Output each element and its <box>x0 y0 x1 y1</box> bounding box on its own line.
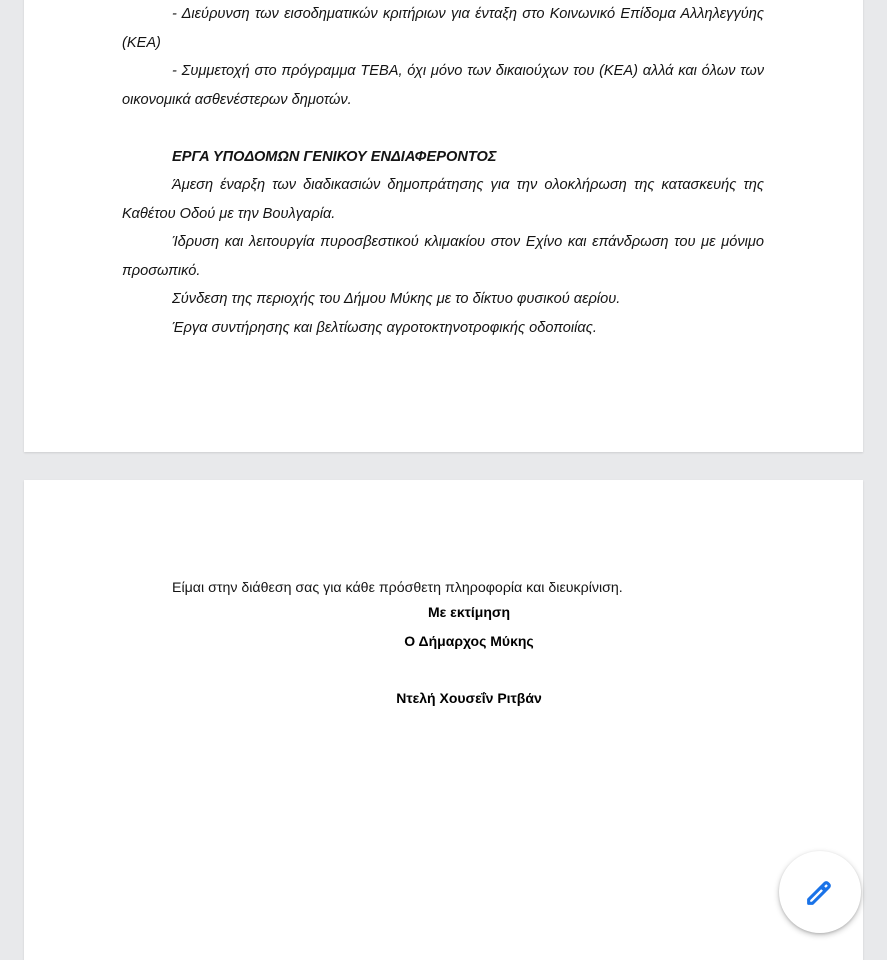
signatory-name: Ντελή Χουσεΐν Ριτβάν <box>396 690 542 706</box>
bullet-paragraph: - Διεύρυνση των εισοδηματικών κριτήριων για ένταξη στο Κοινωνικό Επίδομα Αλληλεγγύης (ΚΕΑ) <box>122 6 764 51</box>
document-page <box>24 0 863 452</box>
list-item: Σύνδεση της περιοχής του Δήμου Μύκης με το δίκτυο φυσικού αερίου. <box>172 291 621 307</box>
list-item: Έργα συντήρησης και βελτίωσης αγροτοκτηνοτροφικής οδοποιίας. <box>172 319 597 336</box>
closing-sentence: Είμαι στην διάθεση σας για κάθε πρόσθετη πληροφορία και διευκρίνιση. <box>172 580 623 596</box>
bullet-paragraph: - Συμμετοχή στο πρόγραμμα ΤΕΒΑ, όχι μόνο των δικαιούχων του (ΚΕΑ) αλλά και όλων των οικονομικά ασθενέστερων δημοτών. <box>122 63 764 108</box>
document-page <box>24 480 863 960</box>
edit-button[interactable] <box>779 851 861 933</box>
page-content <box>122 0 764 342</box>
closing-text <box>172 574 732 603</box>
list-item: Ίδρυση και λειτουργία πυροσβεστικού κλιμακίου στον Εχίνο και επάνδρωση του με μόνιμο προσωπικό. <box>122 234 764 279</box>
pencil-icon <box>803 875 837 909</box>
regards-line: Με εκτίμηση <box>427 604 511 620</box>
signatory-title: Ο Δήμαρχος Μύκης <box>404 633 534 649</box>
section-heading: ΕΡΓΑ ΥΠΟΔΟΜΩΝ ΓΕΝΙΚΟΥ ΕΝΔΙΑΦΕΡΟΝΤΟΣ <box>172 148 497 165</box>
list-item: Άμεση έναρξη των διαδικασιών δημοπράτησης για την ολοκλήρωση της κατασκευής της Καθέτου Οδού με την Βουλγαρία. <box>122 177 764 222</box>
